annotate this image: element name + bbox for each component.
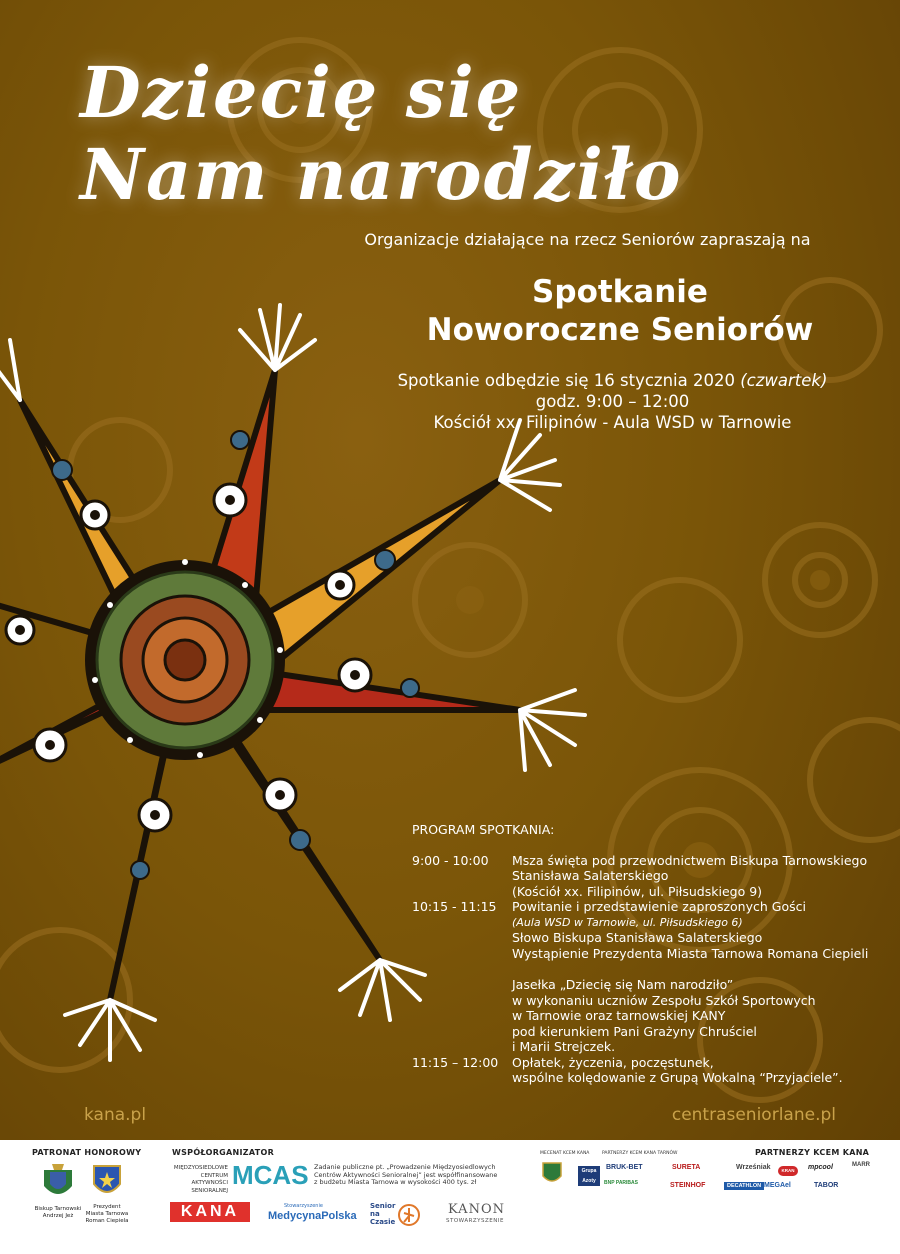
event-place: Kościół xx. Filipinów - Aula WSD w Tarnowie xyxy=(433,413,792,432)
senior-logo-line: na xyxy=(370,1210,380,1218)
partner-logo-kran: KRAN xyxy=(778,1166,798,1176)
partner-logo-tabor: TABOR xyxy=(814,1182,839,1189)
program-heading: PROGRAM SPOTKANIA: xyxy=(412,822,555,837)
program-line: Słowo Biskupa Stanisława Salaterskiego xyxy=(512,930,763,945)
partner-logo-decathlon: DECATHLON xyxy=(724,1182,764,1190)
program-line: i Marii Strejczek. xyxy=(512,1039,616,1054)
funding-note xyxy=(314,1164,524,1187)
invitation-text: Organizacje działające na rzecz Seniorów zapraszają na xyxy=(364,230,811,249)
event-day: (czwartek) xyxy=(740,371,828,390)
partnerzy-heading: PARTNERZY KCEM KANA xyxy=(755,1148,870,1157)
event-date xyxy=(355,370,870,391)
partner-logo-bruk-bet: BRUK-BET xyxy=(606,1164,643,1171)
centra-website-link[interactable]: centraseniorlane.pl xyxy=(671,1105,836,1125)
mcas-subtitle-line: SENIORALNEJ xyxy=(191,1187,228,1194)
mcas-subtitle xyxy=(166,1165,228,1195)
event-title-line2: Noworoczne Seniorów xyxy=(426,312,814,348)
partner-logo-wrzesniak: Wrześniak xyxy=(736,1164,771,1171)
partner-logo-megael: MEGAel xyxy=(764,1182,791,1189)
program-description xyxy=(512,1055,892,1086)
partnerzy-kcem-label: PARTNERZY KCEM KANA TARNÓW xyxy=(602,1151,678,1156)
kana-website-link[interactable]: kana.pl xyxy=(84,1105,147,1125)
event-time: godz. 9:00 – 12:00 xyxy=(535,392,690,411)
partner-logo-grupa-azoty: Grupa Azoty xyxy=(578,1166,600,1186)
program-line: (Kościół xx. Filipinów, ul. Piłsudskiego 9) xyxy=(512,883,763,899)
kanon-subtitle: STOWARZYSZENIE xyxy=(446,1218,504,1224)
kana-logo: KANA xyxy=(170,1202,250,1222)
program-line: Wystąpienie Prezydenta Miasta Tarnowa Romana Ciepieli xyxy=(512,945,869,961)
program-description xyxy=(512,977,892,1055)
mcas-subtitle-line: CENTRUM AKTYWNOŚCI xyxy=(191,1172,228,1186)
partner-logo-bnp: BNP PARIBAS xyxy=(604,1180,638,1186)
program-description xyxy=(512,899,892,961)
caption-line: Biskup Tarnowski xyxy=(34,1206,82,1212)
senior-logo-line: Czasie xyxy=(370,1218,396,1226)
program-line: wspólne kolędowanie z Grupą Wokalną “Przyjaciele”. xyxy=(512,1070,843,1085)
partner-logo-marr: MARR xyxy=(852,1162,870,1168)
program-location-note: (Aula WSD w Tarnowie, ul. Piłsudskiego 6) xyxy=(512,915,743,929)
medycyna-subtitle: Stowarzyszenie xyxy=(284,1203,323,1209)
program-item xyxy=(412,853,892,900)
program-time: 10:15 - 11:15 xyxy=(412,899,497,914)
senior-logo-line: Senior xyxy=(370,1202,396,1210)
sponsors-footer xyxy=(0,1140,900,1254)
event-details xyxy=(355,370,870,433)
program-line: Opłatek, życzenia, poczęstunek, xyxy=(512,1054,714,1070)
partner-logo-sureta: SURETA xyxy=(672,1164,701,1171)
program-item xyxy=(412,899,892,961)
kanon-logo: KANON xyxy=(448,1202,505,1217)
bishop-crest-icon xyxy=(40,1162,76,1202)
program-line: Jasełka „Dziecię się Nam narodziło” xyxy=(512,977,734,992)
program-description xyxy=(512,853,892,900)
main-title xyxy=(80,52,780,216)
event-title xyxy=(370,273,870,349)
program-time: 11:15 – 12:00 xyxy=(412,1054,499,1070)
program-line: Msza święta pod przewodnictwem Biskupa Tarnowskiego xyxy=(512,852,868,868)
president-caption xyxy=(78,1204,136,1225)
partner-logo-steinhof: STEINHOF xyxy=(670,1182,706,1189)
mcas-subtitle-line: MIĘDZYOSIEDLOWE xyxy=(173,1165,228,1171)
caption-line: Andrzej Jeż xyxy=(42,1213,74,1219)
senior-figure-icon xyxy=(398,1204,420,1226)
program-line: Stanisława Salaterskiego xyxy=(512,868,669,883)
event-title-line1: Spotkanie xyxy=(532,274,708,310)
funding-note-line: z budżetu Miasta Tarnowa w wysokości 400 tys. zł xyxy=(314,1178,477,1186)
wspolorganizator-heading: WSPÓŁORGANIZATOR xyxy=(172,1148,275,1157)
medycyna-polska-logo: MedycynaPolska xyxy=(268,1210,357,1222)
funding-note-line: Zadanie publiczne pt. „Prowadzenie Międzyosiedlowych xyxy=(314,1163,496,1171)
main-title-line1: Dziecię się xyxy=(80,51,523,134)
patronat-heading: PATRONAT HONOROWY xyxy=(32,1148,142,1157)
senior-na-czasie-logo xyxy=(370,1202,395,1226)
program-item xyxy=(412,1055,892,1086)
program xyxy=(412,822,892,1086)
program-line: pod kierunkiem Pani Grażyny Chruściel xyxy=(512,1023,757,1039)
program-line: w wykonaniu uczniów Zespołu Szkół Sportowych xyxy=(512,992,816,1008)
tarnow-crest-icon xyxy=(92,1164,122,1200)
mecenat-crest-icon xyxy=(542,1162,562,1186)
main-title-line2: Nam narodziło xyxy=(80,133,683,216)
funding-note-line: Centrów Aktywności Senioralnej” jest współfinansowane xyxy=(314,1170,498,1179)
program-line: Powitanie i przedstawienie zaproszonych Gości xyxy=(512,899,806,914)
caption-line: Roman Ciepiela xyxy=(85,1218,129,1224)
program-line: w Tarnowie oraz tarnowskiej KANY xyxy=(512,1008,726,1023)
program-time xyxy=(412,977,512,1055)
caption-line: Miasta Tarnowa xyxy=(85,1211,129,1217)
mecenat-label: MECENAT KCEM KANA xyxy=(540,1151,590,1156)
caption-line: Prezydent xyxy=(93,1204,121,1210)
partner-logo-mpcool: mpcool xyxy=(808,1164,833,1171)
mcas-logo: MCAS xyxy=(232,1160,309,1190)
program-time: 9:00 - 10:00 xyxy=(412,852,489,868)
program-item xyxy=(412,977,892,1055)
event-date-text: Spotkanie odbędzie się 16 stycznia 2020 xyxy=(397,371,735,390)
